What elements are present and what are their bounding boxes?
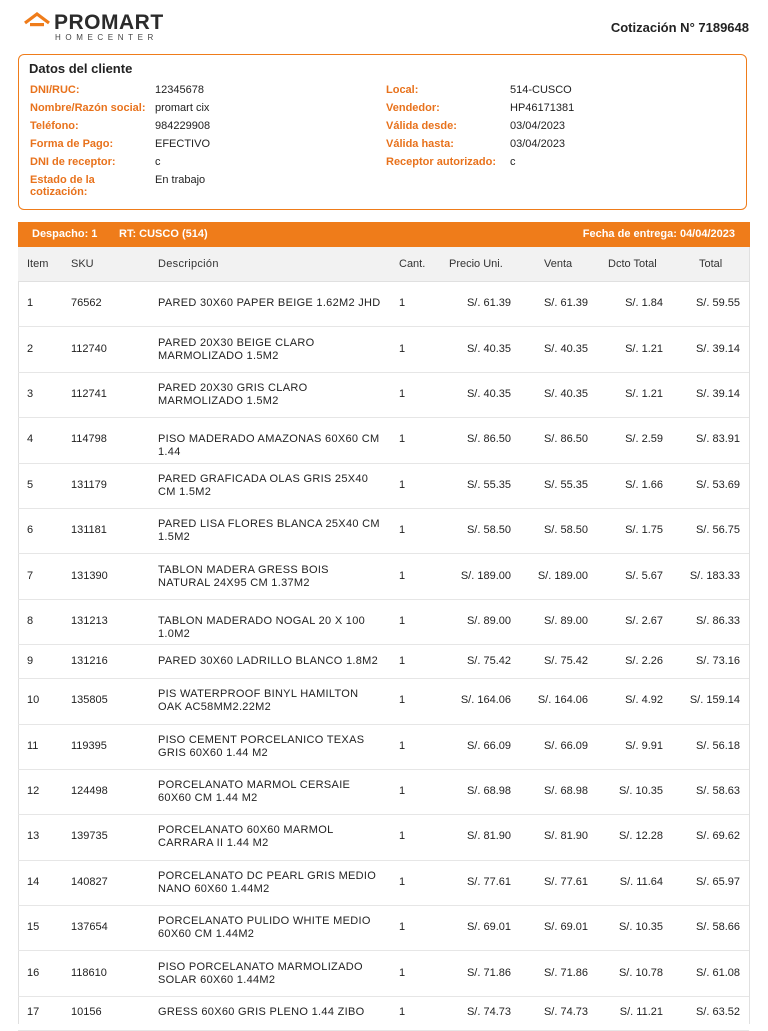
table-row [18,997,749,1031]
cell-total: S/. 86.33 [695,614,740,627]
table-row [18,645,749,679]
table-row [18,725,749,770]
delivery-date: Fecha de entrega: 04/04/2023 [582,228,735,240]
cell-descripcion: PISO MADERADO AMAZONAS 60X60 CM 1.44 [158,433,380,459]
cell-cant: 1 [399,875,406,888]
table-row [18,679,749,724]
cell-dcto-total: S/. 5.67 [625,569,663,582]
cell-precio-uni: S/. 61.39 [466,297,511,310]
value-estado: En trabajo [155,174,206,186]
cell-sku: 139735 [71,830,108,843]
cell-sku: 112741 [71,387,107,400]
products-table [18,247,749,1031]
cell-cant: 1 [399,830,406,843]
cell-item: 5 [27,478,34,491]
cell-venta: S/. 61.39 [543,297,588,310]
cell-dcto-total: S/. 2.26 [625,654,663,667]
cell-item: 15 [27,921,40,934]
cell-descripcion: PISO PORCELANATO MARMOLIZADO SOLAR 60X60 1.44M2 [158,960,363,986]
table-row [18,861,749,906]
table-body [18,282,749,1031]
cell-venta: S/. 164.06 [537,694,588,707]
cell-dcto-total: S/. 2.59 [625,433,663,446]
cell-precio-uni: S/. 164.06 [460,694,511,707]
value-forma-pago: EFECTIVO [155,138,211,150]
cell-sku: 135805 [71,694,108,707]
cell-cant: 1 [399,524,406,537]
cell-dcto-total: S/. 1.21 [625,387,663,400]
header-precio-uni: Precio Uni. [449,258,503,270]
cell-descripcion: PORCELANATO DC PEARL GRIS MEDIO NANO 60X60 1.44M2 [158,869,377,895]
cell-item: 10 [27,694,40,707]
cell-sku: 140827 [71,875,108,888]
value-dni-receptor: c [155,156,161,168]
cell-item: 14 [27,875,40,888]
cell-sku: 131179 [71,478,107,491]
cell-venta: S/. 77.61 [543,875,588,888]
cell-dcto-total: S/. 1.75 [625,524,663,537]
cell-dcto-total: S/. 1.84 [625,297,663,310]
label-local: Local: [386,84,419,96]
label-vendedor: Vendedor: [386,102,440,114]
cell-venta: S/. 40.35 [543,387,588,400]
cell-cant: 1 [399,433,406,446]
cell-cant: 1 [399,297,406,310]
cell-item: 4 [27,433,34,446]
cell-item: 13 [27,830,40,843]
table-row [18,327,749,372]
table-row [18,464,749,509]
table-row [18,373,749,418]
table-row [18,815,749,860]
cell-descripcion: PARED 30X60 LADRILLO BLANCO 1.8M2 [158,654,379,667]
value-dni: 12345678 [155,84,204,96]
label-forma-pago: Forma de Pago: [30,138,114,150]
cell-sku: 119395 [71,739,107,752]
cell-total: S/. 56.75 [695,524,740,537]
brand-subtitle: HOMECENTER [55,33,158,42]
brand-name: PROMART [54,11,164,34]
table-row [18,951,749,996]
header-total: Total [699,258,723,270]
cell-cant: 1 [399,387,406,400]
cell-dcto-total: S/. 2.67 [625,614,663,627]
cell-venta: S/. 69.01 [543,921,588,934]
cell-item: 2 [27,342,34,355]
cell-precio-uni: S/. 86.50 [466,433,511,446]
cell-precio-uni: S/. 189.00 [460,569,511,582]
cell-total: S/. 39.14 [695,342,740,355]
value-vendedor: HP46171381 [510,102,575,114]
cell-sku: 118610 [71,966,107,979]
cell-descripcion: PIS WATERPROOF BINYL HAMILTON OAK AC58MM2.22M2 [158,688,359,714]
cell-cant: 1 [399,966,406,979]
cell-item: 11 [27,739,39,752]
cell-total: S/. 53.69 [695,478,740,491]
dispatch-bar [18,222,750,247]
cell-descripcion: PARED 20X30 GRIS CLARO MARMOLIZADO 1.5M2 [158,381,308,407]
label-telefono: Teléfono: [30,120,79,132]
cell-venta: S/. 71.86 [543,966,588,979]
cell-descripcion: GRESS 60X60 GRIS PLENO 1.44 ZIBO [158,1006,365,1019]
cell-item: 1 [27,297,34,310]
cell-item: 7 [27,569,34,582]
cell-descripcion: TABLON MADERA GRESS BOIS NATURAL 24X95 CM 1.37M2 [158,563,329,589]
cell-total: S/. 69.62 [695,830,740,843]
cell-precio-uni: S/. 40.35 [466,387,511,400]
cell-item: 3 [27,387,34,400]
cell-precio-uni: S/. 89.00 [466,614,511,627]
value-valida-hasta: 03/04/2023 [510,138,566,150]
cell-total: S/. 59.55 [695,297,740,310]
table-row [18,418,749,463]
cell-dcto-total: S/. 11.21 [619,1006,663,1019]
table-row [18,770,749,815]
house-roof-icon [24,12,50,34]
cell-item: 8 [27,614,34,627]
header-venta: Venta [544,258,573,270]
cell-dcto-total: S/. 4.92 [625,694,663,707]
cell-venta: S/. 40.35 [543,342,588,355]
cell-precio-uni: S/. 55.35 [466,478,511,491]
cell-descripcion: PARED 20X30 BEIGE CLARO MARMOLIZADO 1.5M2 [158,336,315,362]
cell-descripcion: PORCELANATO MARMOL CERSAIE 60X60 CM 1.44 M2 [158,779,351,805]
table-row [18,554,749,599]
cell-dcto-total: S/. 1.21 [625,342,663,355]
table-row [18,282,749,327]
cell-total: S/. 58.66 [695,921,740,934]
cell-cant: 1 [399,921,406,934]
cell-total: S/. 65.97 [695,875,740,888]
cell-item: 9 [27,654,34,667]
cell-cant: 1 [399,694,406,707]
cell-item: 17 [27,1006,40,1019]
cell-cant: 1 [399,614,406,627]
label-valida-desde: Válida desde: [386,120,457,132]
value-receptor-autorizado: c [510,156,516,168]
cell-descripcion: PARED LISA FLORES BLANCA 25X40 CM 1.5M2 [158,518,380,544]
cell-sku: 131216 [71,654,108,667]
label-nombre: Nombre/Razón social: [30,102,146,114]
cell-item: 12 [27,785,40,798]
cell-cant: 1 [399,478,406,491]
cell-dcto-total: S/. 9.91 [625,739,663,752]
cell-precio-uni: S/. 75.42 [466,654,511,667]
cell-venta: S/. 55.35 [543,478,588,491]
table-row [18,600,749,645]
table-header [18,247,749,282]
cell-cant: 1 [399,654,406,667]
cell-total: S/. 56.18 [695,739,740,752]
cell-total: S/. 58.63 [695,785,740,798]
cell-sku: 131213 [71,614,108,627]
header-cant: Cant. [399,258,426,270]
quote-number: Cotización N° 7189648 [610,20,749,35]
cell-precio-uni: S/. 71.86 [466,966,511,979]
cell-sku: 114798 [71,433,107,446]
cell-descripcion: PORCELANATO 60X60 MARMOL CARRARA II 1.44 M2 [158,824,334,850]
cell-venta: S/. 75.42 [543,654,588,667]
label-dni-receptor: DNI de receptor: [30,156,116,168]
cell-sku: 76562 [71,297,102,310]
cell-total: S/. 61.08 [695,966,740,979]
header-item: Item [27,258,49,270]
cell-descripcion: PARED 30X60 PAPER BEIGE 1.62M2 JHD [158,297,381,310]
cell-sku: 131390 [71,569,108,582]
cell-sku: 131181 [71,524,107,537]
cell-venta: S/. 58.50 [543,524,588,537]
label-dni: DNI/RUC: [30,84,80,96]
header-dcto-total: Dcto Total [608,258,657,270]
cell-dcto-total: S/. 1.66 [625,478,663,491]
promart-logo [24,12,174,44]
cell-cant: 1 [399,739,406,752]
client-section-title: Datos del cliente [29,61,133,76]
cell-total: S/. 159.14 [689,694,740,707]
cell-total: S/. 63.52 [695,1006,740,1019]
cell-cant: 1 [399,1006,406,1019]
value-telefono: 984229908 [155,120,211,132]
cell-venta: S/. 74.73 [543,1006,588,1019]
cell-precio-uni: S/. 74.73 [466,1006,511,1019]
page-header [0,0,768,50]
value-valida-desde: 03/04/2023 [510,120,566,132]
header-sku: SKU [71,258,94,270]
cell-venta: S/. 68.98 [543,785,588,798]
table-row [18,906,749,951]
cell-precio-uni: S/. 69.01 [466,921,511,934]
cell-sku: 124498 [71,785,108,798]
cell-dcto-total: S/. 11.64 [619,875,663,888]
label-estado: Estado de la cotización: [30,174,95,198]
cell-dcto-total: S/. 12.28 [618,830,663,843]
label-receptor-autorizado: Receptor autorizado: [386,156,497,168]
cell-sku: 137654 [71,921,108,934]
cell-sku: 10156 [71,1006,102,1019]
value-nombre: promart cix [155,102,210,114]
cell-descripcion: PISO CEMENT PORCELANICO TEXAS GRIS 60X60 1.44 M2 [158,733,365,759]
cell-total: S/. 183.33 [689,569,740,582]
cell-precio-uni: S/. 40.35 [466,342,511,355]
cell-precio-uni: S/. 77.61 [466,875,511,888]
cell-item: 16 [27,966,40,979]
value-local: 514-CUSCO [510,84,572,96]
cell-dcto-total: S/. 10.78 [618,966,663,979]
dispatch-number: Despacho: 1 [32,228,98,240]
dispatch-rt: RT: CUSCO (514) [119,228,208,240]
cell-precio-uni: S/. 68.98 [466,785,511,798]
table-right-border [749,247,750,1024]
cell-venta: S/. 189.00 [537,569,588,582]
cell-total: S/. 39.14 [695,387,740,400]
table-row [18,509,749,554]
cell-item: 6 [27,524,34,537]
cell-sku: 112740 [71,342,107,355]
cell-total: S/. 73.16 [695,654,740,667]
cell-cant: 1 [399,569,406,582]
cell-venta: S/. 89.00 [543,614,588,627]
header-descripcion: Descripción [158,258,219,270]
label-valida-hasta: Válida hasta: [386,138,454,150]
client-data-box [18,54,747,210]
cell-dcto-total: S/. 10.35 [618,785,663,798]
cell-precio-uni: S/. 58.50 [466,524,511,537]
cell-total: S/. 83.91 [695,433,740,446]
cell-venta: S/. 86.50 [543,433,588,446]
cell-cant: 1 [399,342,406,355]
cell-dcto-total: S/. 10.35 [618,921,663,934]
cell-descripcion: PORCELANATO PULIDO WHITE MEDIO 60X60 CM 1.44M2 [158,915,371,941]
cell-cant: 1 [399,785,406,798]
cell-precio-uni: S/. 81.90 [466,830,511,843]
cell-venta: S/. 81.90 [543,830,588,843]
cell-precio-uni: S/. 66.09 [466,739,511,752]
cell-descripcion: PARED GRAFICADA OLAS GRIS 25X40 CM 1.5M2 [158,472,369,498]
cell-descripcion: TABLON MADERADO NOGAL 20 X 100 1.0M2 [158,614,366,640]
cell-venta: S/. 66.09 [543,739,588,752]
